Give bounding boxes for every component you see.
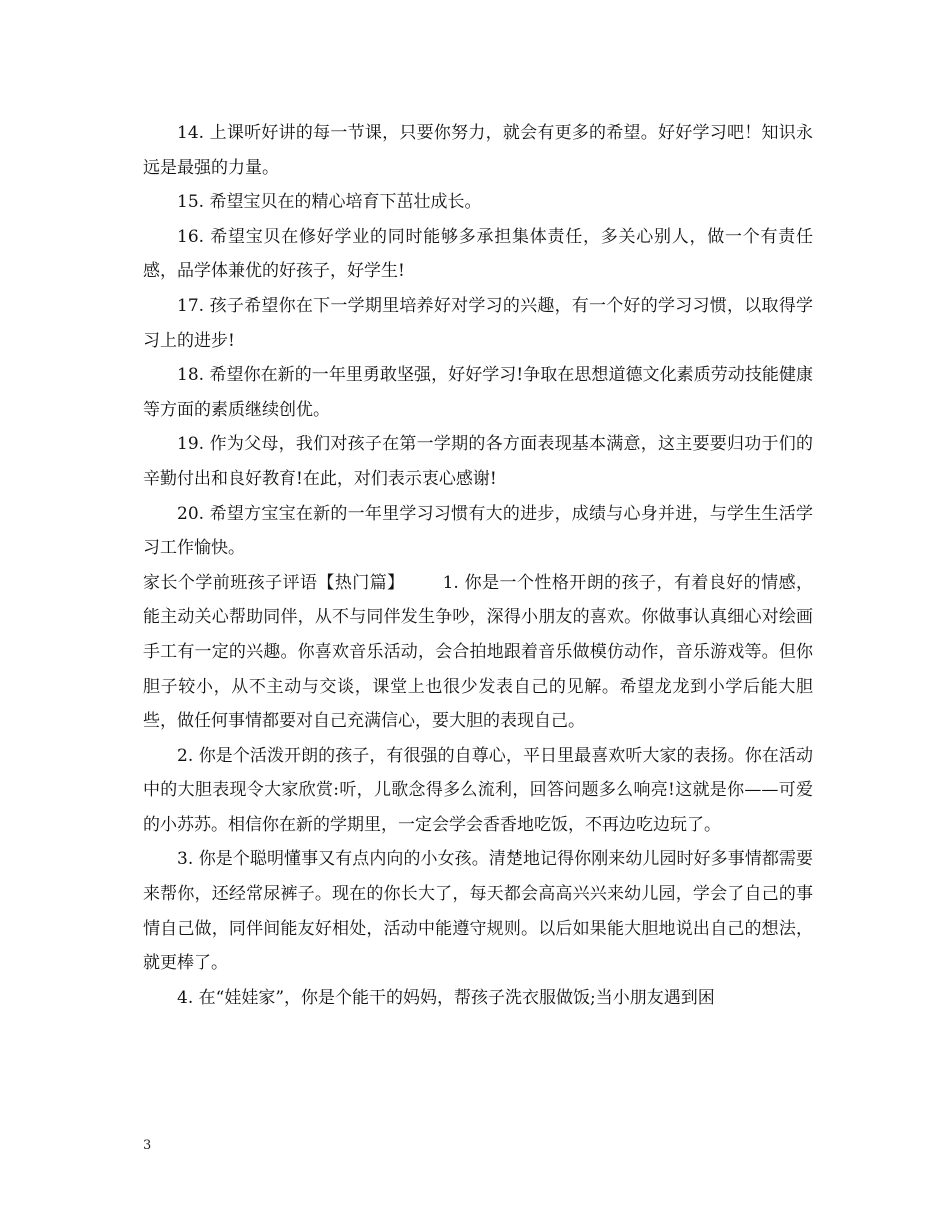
paragraph-20: 20. 希望方宝宝在新的一年里学习习惯有大的进步，成绩与心身并进，与学生生活学习工作愉快。 <box>143 503 813 559</box>
paragraph-15: 15. 希望宝贝在的精心培育下茁壮成长。 <box>177 192 482 213</box>
paragraph-16: 16. 希望宝贝在修好学业的同时能够多承担集体责任，多关心别人，做一个有责任感，品学体兼优的好孩子，好学生! <box>143 226 813 282</box>
page-number: 3 <box>143 1138 152 1153</box>
document-body <box>143 116 813 1015</box>
paragraph-14: 14. 上课听好讲的每一节课，只要你努力，就会有更多的希望。好好学习吧！知识永远是最强的力量。 <box>143 123 813 178</box>
section-item-4: 4. 在“娃娃家”，你是个能干的妈妈，帮孩子洗衣服做饭;当小朋友遇到困 <box>177 987 715 1008</box>
section-heading-paragraph <box>143 566 813 739</box>
section-item-2: 2. 你是个活泼开朗的孩子，有很强的自尊心，平日里最喜欢听大家的表扬。你在活动中的大胆表现令大家欣赏:听，儿歌念得多么流利，回答问题多么响亮!这就是你——可爱的小苏苏。相信你在新的学期里，一定会学会香香地吃饭，不再边吃边玩了。 <box>143 745 813 835</box>
paragraph-18: 18. 希望你在新的一年里勇敢坚强，好好学习!争取在思想道德文化素质劳动技能健康等方面的素质继续创优。 <box>143 365 813 420</box>
section-heading: 家长个学前班孩子评语【热门篇】 <box>143 572 405 593</box>
paragraph-19: 19. 作为父母，我们对孩子在第一学期的各方面表现基本满意，这主要要归功于们的辛勤付出和良好教育!在此，对们表示衷心感谢! <box>143 434 813 489</box>
section-item-1: 1. 你是一个性格开朗的孩子，有着良好的情感，能主动关心帮助同伴，从不与同伴发生争吵，深得小朋友的喜欢。你做事认真细心对绘画手工有一定的兴趣。你喜欢音乐活动，会合拍地跟着音乐做模仿动作，音乐游戏等。但你胆子较小，从不主动与交谈，课堂上也很少发表自己的见解。希望龙龙到小学后能大胆些，做任何事情都要对自己充满信心，要大胆的表现自己。 <box>143 572 814 732</box>
paragraph-17: 17. 孩子希望你在下一学期里培养好对学习的兴趣，有一个好的学习习惯，以取得学习上的进步! <box>143 295 813 351</box>
section-item-3: 3. 你是个聪明懂事又有点内向的小女孩。清楚地记得你刚来幼儿园时好多事情都需要来帮你，还经常尿裤子。现在的你长大了，每天都会高高兴兴来幼儿园，学会了自己的事情自己做，同伴间能友好相处，活动中能遵守规则。以后如果能大胆地说出自己的想法，就更棒了。 <box>143 849 813 974</box>
